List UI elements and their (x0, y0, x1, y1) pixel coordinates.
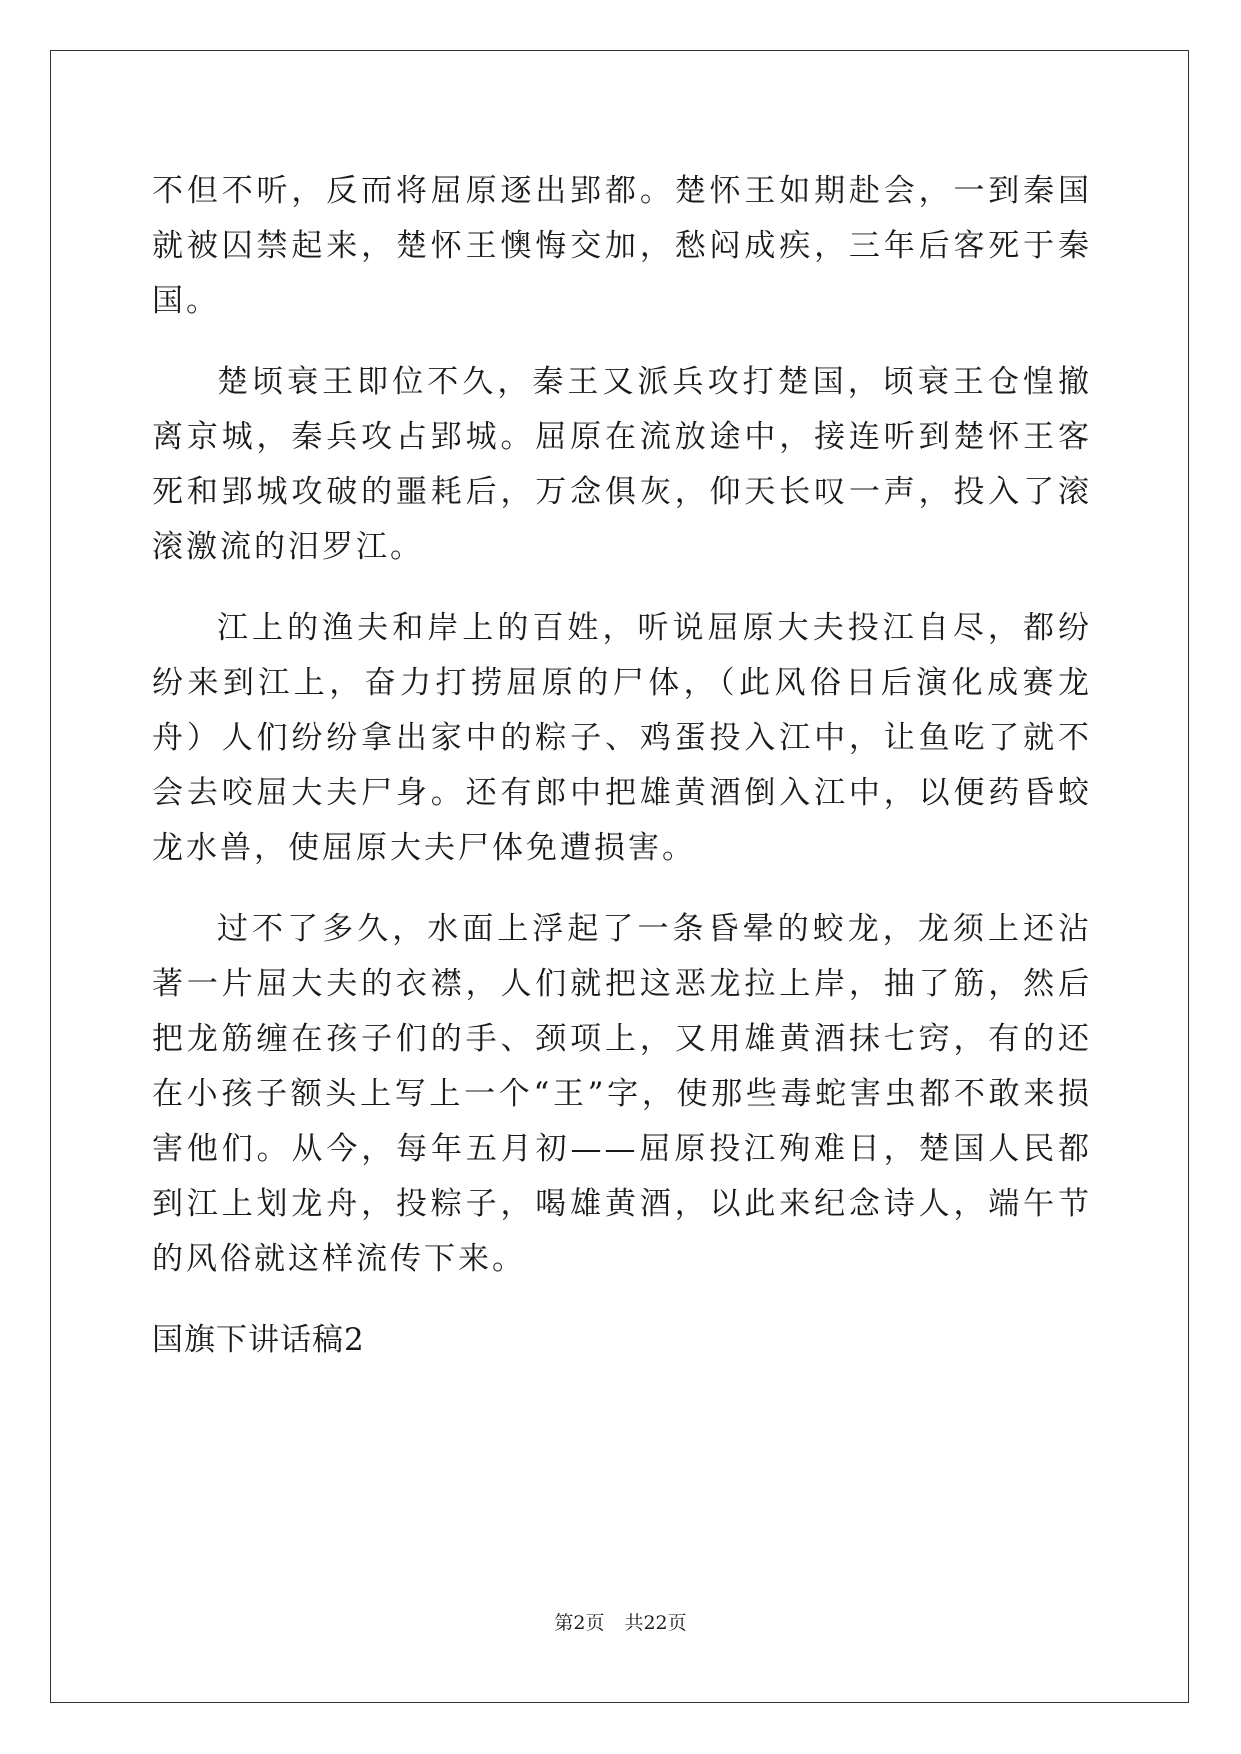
total-pages: 共22页 (624, 1612, 687, 1634)
paragraph-4: 过不了多久，水面上浮起了一条昏晕的蛟龙，龙须上还沾著一片屈大夫的衣襟，人们就把这恶龙拉上岸，抽了筋，然后把龙筋缠在孩子们的手、颈项上，又用雄黄酒抹七窍，有的还在小孩子额头上写上一个“王”字，使那些毒蛇害虫都不敢来损害他们。从今，每年五月初——屈原投江殉难日，楚国人民都到江上划龙舟，投粽子，喝雄黄酒，以此来纪念诗人，端午节的风俗就这样流传下来。 (152, 911, 1092, 1277)
paragraph-1: 不但不听，反而将屈原逐出郢都。楚怀王如期赴会，一到秦国就被囚禁起来，楚怀王懊悔交加，愁闷成疾，三年后客死于秦国。 (152, 173, 1092, 319)
page-number: 第2页 (554, 1612, 605, 1634)
document-body (152, 164, 1092, 1368)
paragraph-2: 楚顷衰王即位不久，秦王又派兵攻打楚国，顷衰王仓惶撤离京城，秦兵攻占郢城。屈原在流放途中，接连听到楚怀王客死和郢城攻破的噩耗后，万念俱灰，仰天长叹一声，投入了滚滚激流的汨罗江。 (152, 364, 1092, 565)
section-heading: 国旗下讲话稿2 (152, 1322, 365, 1358)
page-footer (0, 1611, 1241, 1635)
paragraph-3: 江上的渔夫和岸上的百姓，听说屈原大夫投江自尽，都纷纷来到江上，奋力打捞屈原的尸体，（此风俗日后演化成赛龙舟）人们纷纷拿出家中的粽子、鸡蛋投入江中，让鱼吃了就不会去咬屈大夫尸身。还有郎中把雄黄酒倒入江中，以便药昏蛟龙水兽，使屈原大夫尸体免遭损害。 (152, 610, 1092, 866)
